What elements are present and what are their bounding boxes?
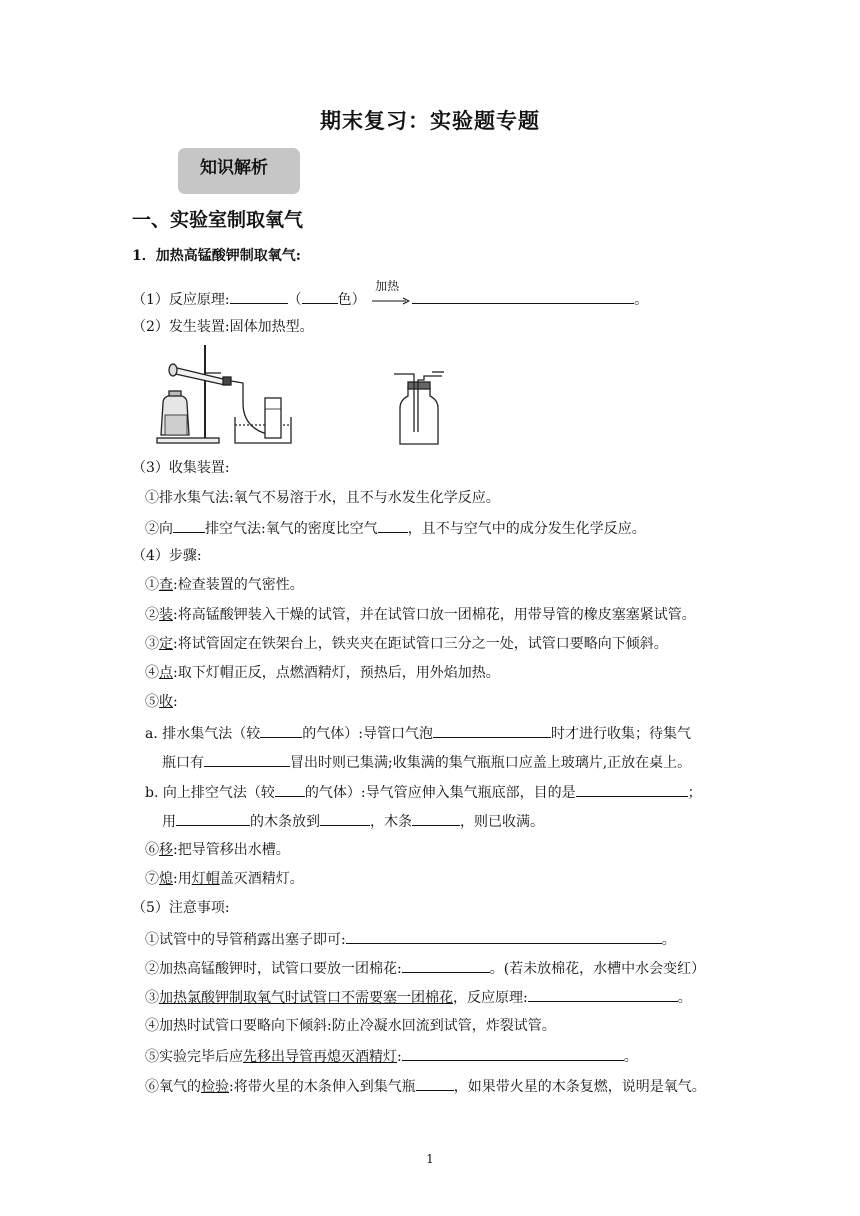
heating-apparatus-figure (155, 343, 295, 445)
heat-arrow (372, 279, 410, 308)
step-remove: ⑥移:把导管移出水槽。 (145, 842, 290, 858)
step-load: ②装:将高锰酸钾装入干燥的试管，并在试管口放一团棉花，用带导管的橡皮塞塞紧试管。 (145, 607, 696, 623)
apparatus-line: （2）发生装置:固体加热型。 (132, 319, 314, 335)
step-extinguish: ⑦熄:用灯帽盖灭酒精灯。 (145, 871, 304, 887)
collect-air-method-1: b. 向上排空气法（较 的气体）:导气管应伸入集气瓶底部，目的是 ； (145, 781, 702, 803)
section-badge (178, 148, 300, 194)
heat-label: 加热 (375, 279, 400, 293)
collection-heading: （3）收集装置: (132, 460, 230, 476)
note-3: ③加热氯酸钾制取氧气时试管口不需要塞一团棉花，反应原理: 。 (145, 986, 692, 1008)
gas-bottle-figure (392, 370, 448, 448)
collect-air-method-2: 用 的木条放到 ，木条 ，则已收满。 (162, 810, 544, 832)
note-4: ④加热时试管口要略向下倾斜:防止冷凝水回流到试管，炸裂试管。 (145, 1018, 556, 1034)
badge-label: 知识解析 (200, 158, 268, 178)
note-6: ⑥氧气的检验:将带火星的木条伸入到集气瓶 ，如果带火星的木条复燃，说明是氧气。 (145, 1075, 706, 1097)
reaction-principle-line: （1）反应原理: （ 色） 加热 。 (132, 288, 648, 310)
step-collect: ⑤收: (145, 694, 178, 710)
page-number: 1 (426, 1152, 434, 1166)
subheading: 1．加热高锰酸钾制取氧气: (132, 248, 301, 264)
collect-water-method-2: 瓶口有 冒出时则已集满;收集满的集气瓶瓶口应盖上玻璃片,正放在桌上。 (162, 751, 691, 773)
arrow-icon (372, 297, 410, 305)
steps-heading: （4）步骤: (132, 548, 202, 564)
notes-heading: （5）注意事项: (132, 900, 230, 916)
collect-water-method-1: a. 排水集气法（较 的气体）:导管口气泡 时才进行收集；待集气 (145, 722, 691, 744)
step-check: ①查:检查装置的气密性。 (145, 577, 304, 593)
collection-water: ①排水集气法:氧气不易溶于水，且不与水发生化学反应。 (145, 490, 500, 506)
step-fix: ③定:将试管固定在铁架台上，铁夹夹在距试管口三分之一处，试管口要略向下倾斜。 (145, 636, 668, 652)
note-2: ②加热高锰酸钾时，试管口要放一团棉花: 。(若未放棉花，水槽中水会变红） (145, 957, 705, 979)
section-heading: 一、实验室制取氧气 (132, 209, 304, 231)
note-5: ⑤实验完毕后应先移出导管再熄灭酒精灯: 。 (145, 1045, 638, 1067)
step-light: ④点:取下灯帽正反，点燃酒精灯，预热后，用外焰加热。 (145, 665, 500, 681)
collection-air: ②向 排空气法:氧气的密度比空气 ，且不与空气中的成分发生化学反应。 (145, 517, 646, 539)
page-title: 期末复习：实验题专题 (320, 109, 540, 133)
note-1: ①试管中的导管稍露出塞子即可: 。 (145, 928, 676, 950)
